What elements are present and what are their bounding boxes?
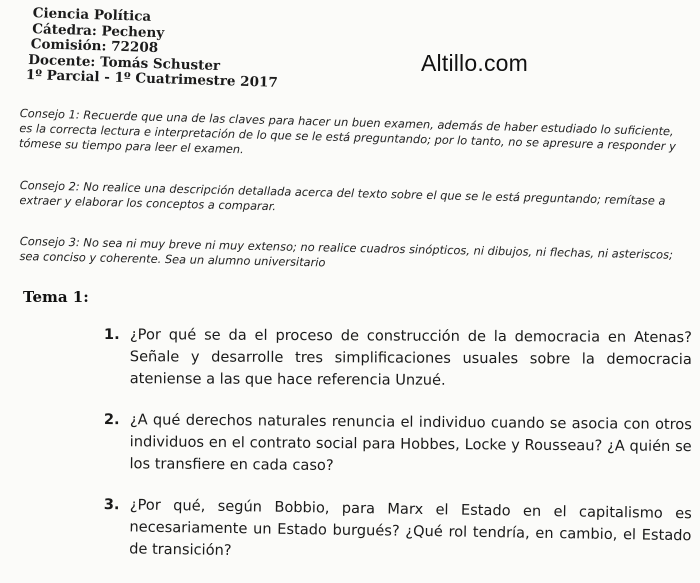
question-item <box>104 324 692 393</box>
tema-title: Tema 1: <box>23 288 89 306</box>
question-number: 2. <box>103 410 120 429</box>
question-item <box>103 409 692 480</box>
question-number: 1. <box>103 325 120 344</box>
question-text: ¿A qué derechos naturales renuncia el individuo cuando se asocia con otros individuos en el contrato social para Hobbes, Locke y Rousseau? ¿A quién se los transfiere en cada caso? <box>129 411 692 475</box>
question-number: 3. <box>103 495 120 514</box>
question-text: ¿Por qué se da el proceso de construcción de la democracia en Atenas? Señale y desarrolle tres simplificaciones usuales sobre la democracia ateniense a las que hace referencia Unzué. <box>129 326 692 389</box>
subject-line: Ciencia Política <box>32 5 152 25</box>
question-item <box>103 494 692 569</box>
exam-period-line: 1º Parcial - 1º Cuatrimestre 2017 <box>25 66 278 91</box>
advice-3: Consejo 3: No sea ni muy breve ni muy extenso; no realice cuadros sinópticos, ni dibujos, ni flechas, ni asteriscos; sea conciso y coherente. Sea un alumno universitario <box>19 234 674 270</box>
commission-line: Comisión: 72208 <box>30 36 159 57</box>
exam-header <box>26 6 280 91</box>
watermark-logo: Altillo.com <box>421 50 529 76</box>
chair-line: Cátedra: Pecheny <box>32 20 165 41</box>
advice-1: Consejo 1: Recuerde que una de las claves para hacer un buen examen, además de haber estudiado lo suficiente, es la correcta lectura e interpretación de lo que se le está preguntando; por lo tanto, no se apresure a responder y tómese su tiempo para leer el examen. <box>18 106 677 157</box>
advice-2: Consejo 2: No realice una descripción detallada acerca del texto sobre el que se le está preguntando; remítase a extraer y elaborar los conceptos a comparar. <box>19 178 666 214</box>
teacher-line: Docente: Tomás Schuster <box>28 51 221 74</box>
question-text: ¿Por qué, según Bobbio, para Marx el Estado en el capitalismo es necesariamente un Estado burgués? ¿Qué rol tendría, en cambio, el Estado de transición? <box>129 496 692 560</box>
question-list <box>104 324 692 579</box>
